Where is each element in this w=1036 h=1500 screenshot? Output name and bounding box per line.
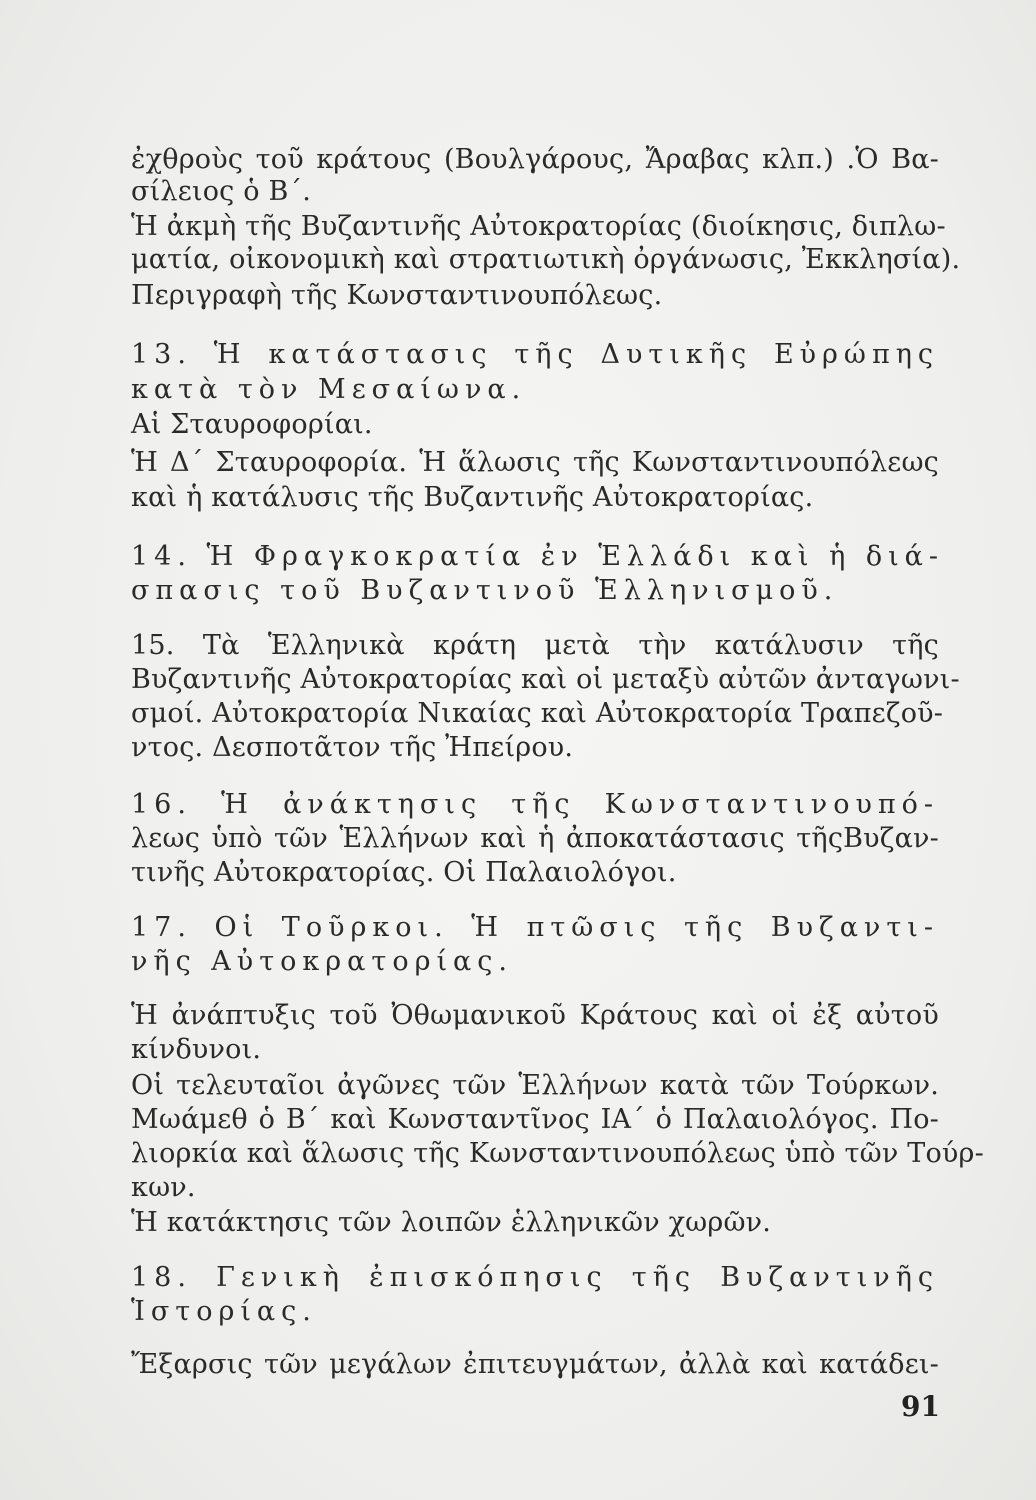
- text-line: Ἡ κατάκτησις τῶν λοιπῶν ἑλληνικῶν χωρῶν.: [131, 1207, 772, 1238]
- text-line: λεως ὑπὸ τῶν Ἑλλήνων καὶ ἡ ἀποκατάστασις τῆςΒυζαν-: [131, 823, 939, 854]
- text-line: ματία, οἰκονομικὴ καὶ στρατιωτικὴ ὀργάνωσις, Ἐκκλησία).: [131, 244, 961, 275]
- section-heading: νῆς Αὐτοκρατορίας.: [131, 946, 513, 977]
- text-line: Αἱ Σταυροφορίαι.: [131, 409, 373, 440]
- text-line: κων.: [131, 1172, 196, 1203]
- text-line: Ἡ ἀνάπτυξις τοῦ Ὀθωμανικοῦ Κράτους καὶ οἱ ἐξ αὐτοῦ: [131, 1000, 939, 1031]
- section-heading: 16. Ἡ ἀνάκτησις τῆς Κωνσταντινουπό-: [131, 789, 939, 820]
- text-line: Βυζαντινῆς Αὐτοκρατορίας καὶ οἱ μεταξὺ αὐτῶν ἀνταγωνι-: [131, 664, 960, 695]
- text-line: Οἱ τελευταῖοι ἀγῶνες τῶν Ἑλλήνων κατὰ τῶν Τούρκων.: [131, 1070, 939, 1101]
- text-line: σίλειος ὁ Β΄.: [131, 176, 312, 207]
- section-heading: 15. Τὰ Ἑλληνικὰ κράτη μετὰ τὴν κατάλυσιν τῆς: [131, 630, 939, 661]
- section-heading: σπασις τοῦ Βυζαντινοῦ Ἑλληνισμοῦ.: [131, 575, 839, 606]
- section-heading: 14. Ἡ Φραγκοκρατία ἐν Ἑλλάδι καὶ ἡ διά-: [131, 541, 945, 572]
- text-line: σμοί. Αὐτοκρατορία Νικαίας καὶ Αὐτοκρατορία Τραπεζοῦ-: [131, 698, 944, 729]
- text-line: ντος. Δεσποτᾶτον τῆς Ἠπείρου.: [131, 732, 574, 763]
- section-heading: κατὰ τὸν Μεσαίωνα.: [131, 374, 527, 405]
- text-line: καὶ ἡ κατάλυσις τῆς Βυζαντινῆς Αὐτοκρατορίας.: [131, 482, 814, 513]
- text-line: Ἡ ἀκμὴ τῆς Βυζαντινῆς Αὐτοκρατορίας (διοίκησις, διπλω-: [131, 211, 946, 242]
- text-line: κίνδυνοι.: [131, 1034, 262, 1065]
- section-heading: Ἱστορίας.: [131, 1296, 317, 1327]
- text-line: Ἡ Δ΄ Σταυροφορία. Ἡ ἅλωσις τῆς Κωνσταντινουπόλεως: [131, 447, 939, 478]
- text-line: Ἔξαρσις τῶν μεγάλων ἐπιτευγμάτων, ἀλλὰ καὶ κατάδει-: [131, 1349, 939, 1380]
- text-line: Περιγραφὴ τῆς Κωνσταντινουπόλεως.: [131, 280, 663, 311]
- text-line: λιορκία καὶ ἅλωσις τῆς Κωνσταντινουπόλεως ὑπὸ τῶν Τούρ-: [131, 1138, 984, 1169]
- section-heading: 18. Γενικὴ ἐπισκόπησις τῆς Βυζαντινῆς: [131, 1262, 939, 1293]
- page-number: 91: [901, 1390, 940, 1423]
- section-heading: 13. Ἡ κατάστασις τῆς Δυτικῆς Εὐρώπης: [131, 339, 939, 370]
- text-line: τινῆς Αὐτοκρατορίας. Οἱ Παλαιολόγοι.: [131, 857, 677, 888]
- text-line: Μωάμεθ ὁ Β΄ καὶ Κωνσταντῖνος ΙΑ΄ ὁ Παλαιολόγος. Πο-: [131, 1104, 939, 1135]
- text-line: ἐχθροὺς τοῦ κράτους (Βουλγάρους, Ἄραβας κλπ.) .Ὁ Βα-: [131, 144, 939, 175]
- section-heading: 17. Οἱ Τοῦρκοι. Ἡ πτῶσις τῆς Βυζαντι-: [131, 912, 939, 943]
